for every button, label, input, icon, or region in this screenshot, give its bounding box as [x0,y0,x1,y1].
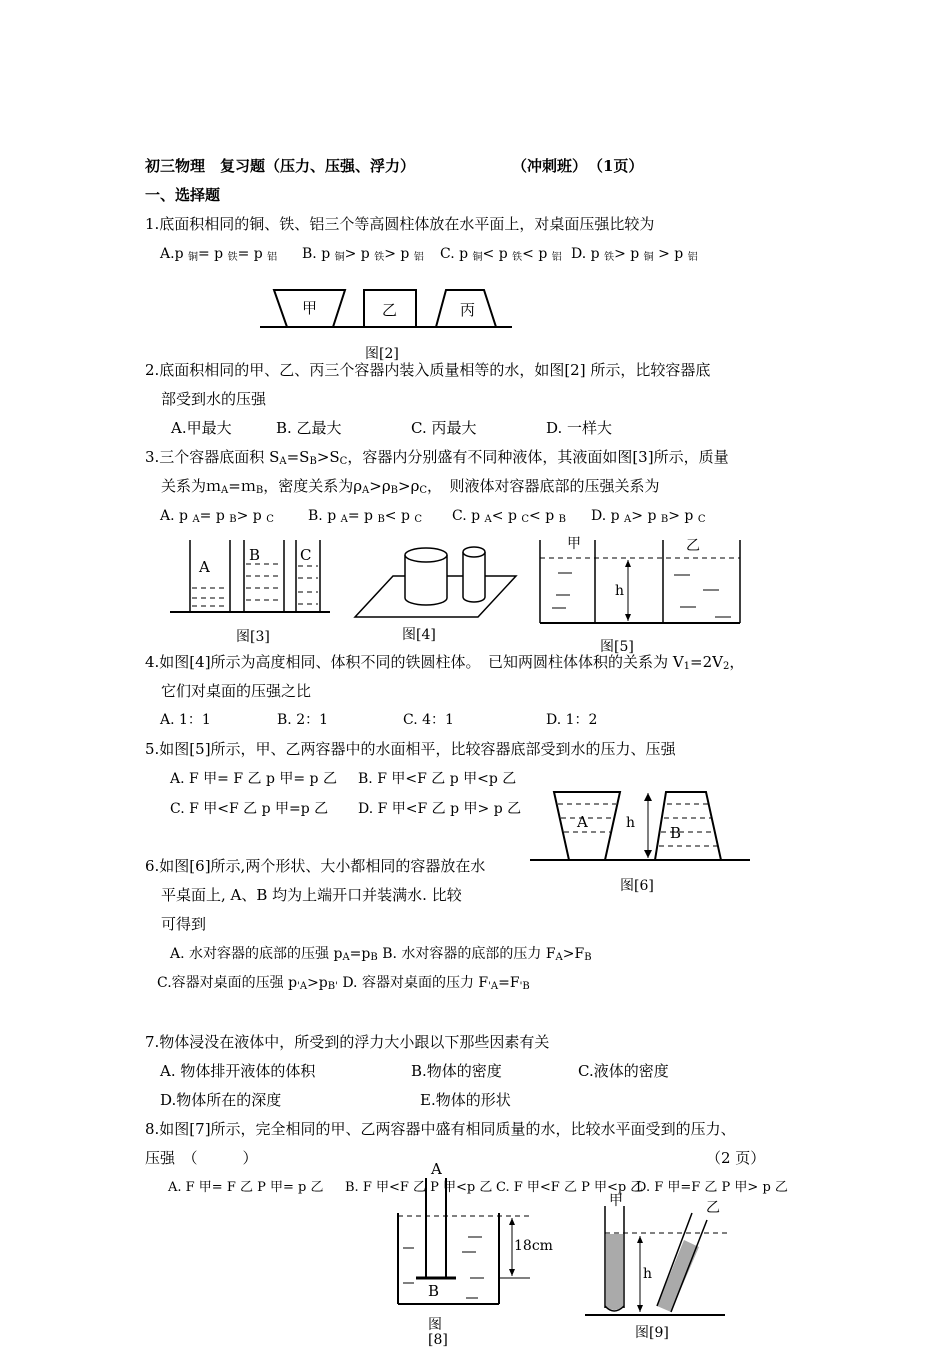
fig8-label-a: A [431,1160,442,1178]
question-7-option-d: D.物体所在的深度 [160,1091,282,1109]
question-2-line2: 部受到水的压强 [161,390,267,408]
fig6-caption: 图[6] [620,878,654,894]
figure-5 [540,540,740,623]
fig5-label-yi: 乙 [686,538,700,554]
question-1-option-d: D. p $_铁$> p $_铜$ > p $_铝$ [571,246,698,263]
question-6-line1: 6.如图[6]所示,两个形状、大小都相同的容器放在水 [145,857,486,875]
question-3-option-d: D. p $_A$> p $_B$> p $_C$ [591,508,706,525]
fig2-label-jia: 甲 [302,299,318,317]
question-4-option-c: C. 4：1 [403,712,454,728]
fig2-caption: 图[2] [365,346,399,362]
page-number: （1页） [588,157,644,175]
fig9-caption: 图[9] [635,1325,669,1341]
question-3-option-c: C. p $_A$< p $_C$< p $_B$ [452,508,566,525]
fig3-label-c: C [300,546,312,564]
question-7-option-a: A. 物体排开液体的体积 [160,1062,316,1080]
fig8-caption: 图 [428,1317,442,1333]
question-4-option-b: B. 2：1 [277,712,329,728]
question-1-option-a: A.p $_铜$= p $_铁$= p $_铝$ [160,246,278,263]
fig2-label-yi: 乙 [382,301,398,319]
question-7-stem: 7.物体浸没在液体中，所受到的浮力大小跟以下那些因素有关 [145,1033,550,1051]
question-8-line1: 8.如图[7]所示，完全相同的甲、乙两容器中盛有相同质量的水，比较水平面受到的压力、 [145,1120,736,1138]
question-4-line1: 4.如图[4]所示为高度相同、体积不同的铁圆柱体。 已知两圆柱体体积的关系为 $V_1=2V_2$， [145,653,745,672]
question-7-option-b: B.物体的密度 [411,1062,502,1080]
question-8-line2: 压强 （ ） [145,1149,258,1167]
question-5-stem: 5.如图[5]所示，甲、乙两容器中的水面相平，比较容器底部受到水的压力、压强 [145,740,676,758]
question-1-stem: 1.底面积相同的铜、铁、铝三个等高圆柱体放在水平面上，对桌面压强比较为 [145,215,655,233]
question-5-option-c: C. F 甲<F 乙 p 甲=p 乙 [170,801,329,817]
question-6-option-c-d: C.容器对桌面的压强 $p_{'A}>p_{B'}$ D. 容器对桌面的压力 $F_{'A}=F_{'B}$ [157,975,530,992]
question-5-option-b: B. F 甲<F 乙 p 甲<p 乙 [358,771,517,787]
question-2-line1: 2.底面积相同的甲、乙、丙三个容器内装入质量相等的水，如图[2] 所示，比较容器底 [145,361,711,379]
page-title: 初三物理 复习题（压力、压强、浮力） [145,157,416,175]
fig3-label-a: A [199,558,210,576]
question-5-option-d: D. F 甲<F 乙 p 甲> p 乙 [358,801,522,817]
fig8-caption-number: [8] [428,1332,448,1348]
fig4-caption: 图[4] [402,627,436,643]
fig3-caption: 图[3] [236,629,270,645]
question-7-option-e: E.物体的形状 [420,1091,511,1109]
fig5-label-jia: 甲 [567,536,581,552]
page-2-marker: （2 页） [706,1149,766,1167]
fig9-label-jia: 甲 [609,1193,623,1209]
question-7-option-c: C.液体的密度 [578,1062,669,1080]
question-2-option-b: B. 乙最大 [276,419,342,437]
figure-9 [585,1206,728,1315]
question-6-option-a-b: A. 水对容器的底部的压强 $p_A=p_B$ B. 水对容器的底部的压力 $F_A>F_B$ [170,946,592,963]
question-8-option-a: A. F 甲= F 乙 P 甲= p 乙 [168,1180,324,1195]
question-4-option-d: D. 1：2 [546,712,598,728]
question-3-line1: 3.三个容器底面积 $S_A=S_B>S_C$，容器内分别盛有不同种液体，其液面如图[3]所示，质量 [145,448,729,467]
fig8-label-b: B [428,1282,440,1300]
question-3-option-b: B. p $_A$= p $_B$< p $_C$ [308,508,423,525]
question-2-option-c: C. 丙最大 [411,419,477,437]
figure-4 [355,547,516,617]
fig6-label-a: A [577,813,588,831]
question-1-option-b: B. p $_铜$> p $_铁$> p $_铝$ [302,246,424,263]
fig9-label-h: h [643,1266,653,1282]
fig6-label-h: h [626,815,636,831]
class-name: （冲刺班） [512,157,588,175]
figure-6 [530,792,750,860]
question-8-option-b: B. F 甲<F 乙 P 甲<p 乙 [345,1180,493,1195]
question-4-option-a: A. 1：1 [160,712,211,728]
question-6-line2: 平桌面上, A、B 均为上端开口并装满水. 比较 [161,886,462,904]
question-1-option-c: C. p $_铜$< p $_铁$< p $_铝$ [440,246,562,263]
question-3-option-a: A. p $_A$= p $_B$> p $_C$ [160,508,274,525]
question-2-option-a: A.甲最大 [171,419,232,437]
question-4-line2: 它们对桌面的压强之比 [161,682,312,700]
question-2-option-d: D. 一样大 [546,419,613,437]
fig5-label-h: h [615,583,625,599]
question-5-option-a: A. F 甲= F 乙 p 甲= p 乙 [170,771,337,787]
question-8-option-d: D. F 甲=F 乙 P 甲> p 乙 [636,1180,788,1195]
fig3-label-b: B [249,546,261,564]
question-8-option-c: C. F 甲<F 乙 P 甲<p 乙 [496,1180,644,1195]
fig2-label-bing: 丙 [460,301,476,319]
fig6-label-b: B [670,824,682,842]
section-heading: 一、选择题 [145,186,221,204]
fig9-label-yi: 乙 [706,1200,720,1216]
fig5-caption: 图[5] [600,639,634,655]
question-3-line2: 关系为ｍ$_A$=ｍ$_B$，密度关系为$\rho_A>\rho_B>\rho_C$， 则液体对容器底部的压强关系为 [161,477,660,496]
fig8-label-18cm: 18cm [514,1238,553,1254]
question-6-line3: 可得到 [161,915,207,933]
